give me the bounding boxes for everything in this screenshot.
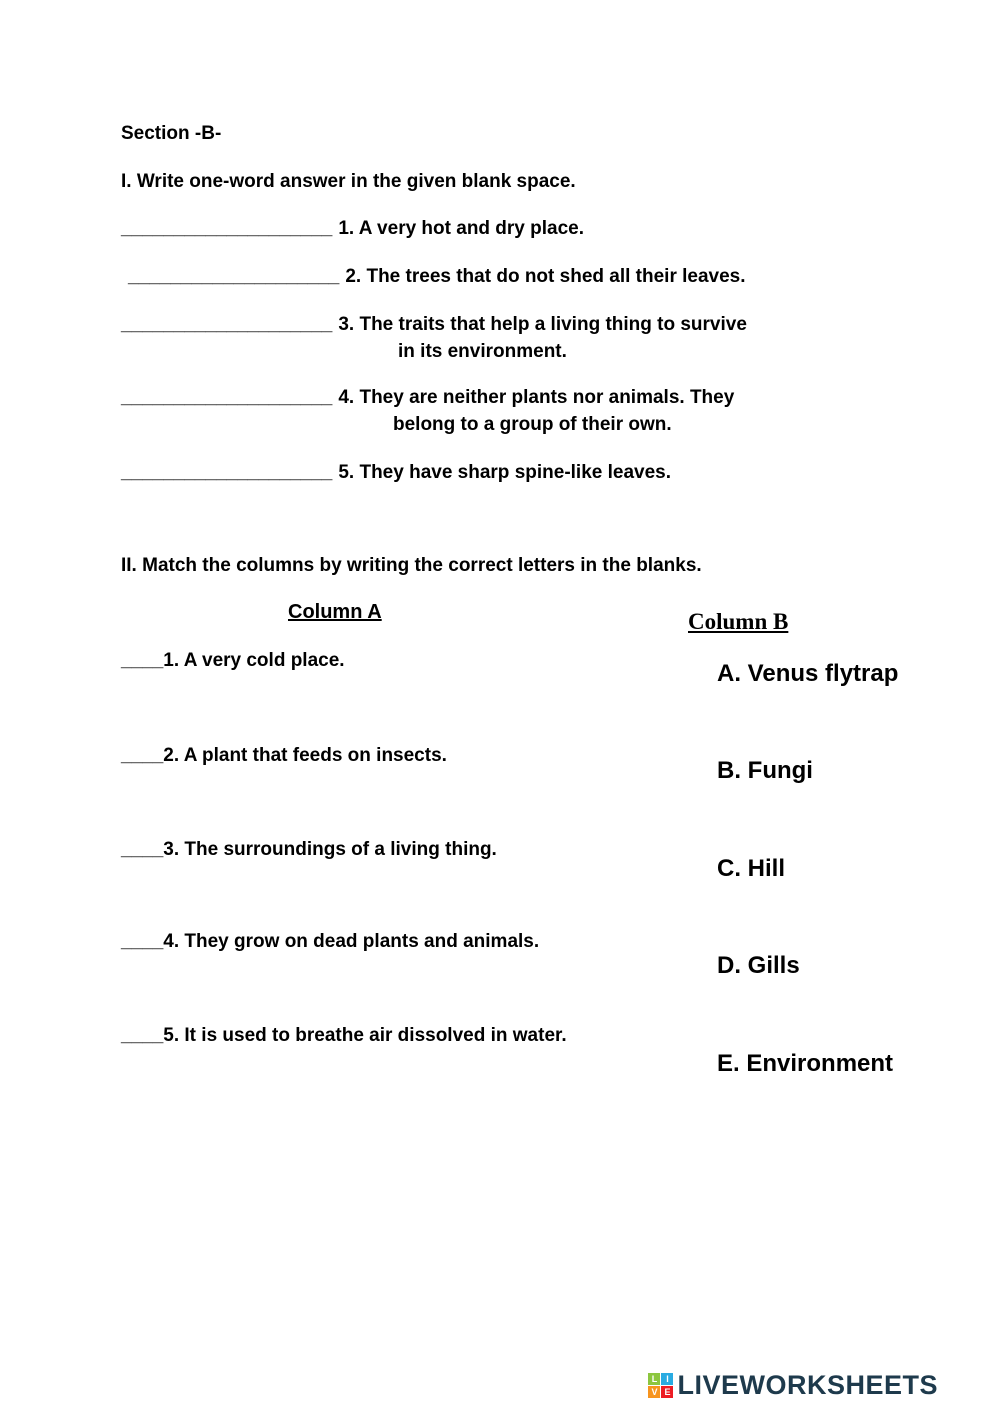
question-text-4: 4. They are neither plants nor animals. They	[338, 387, 735, 408]
fill-blank-question-5	[121, 459, 671, 486]
logo-cell-e: E	[661, 1386, 673, 1398]
match-item-5	[121, 1022, 567, 1049]
liveworksheets-logo-icon	[648, 1373, 673, 1398]
option-e: E. Environment	[717, 1050, 894, 1077]
match-text-2: 2. A plant that feeds on insects.	[163, 745, 447, 766]
match-text-3: 3. The surroundings of a living thing.	[163, 839, 497, 860]
question-text-3: 3. The traits that help a living thing to survive	[338, 314, 747, 335]
match-blank-4[interactable]: ____	[121, 931, 164, 952]
answer-blank-2[interactable]: ____________________	[128, 266, 340, 287]
option-a: A. Venus flytrap	[717, 660, 899, 687]
answer-blank-1[interactable]: ____________________	[121, 218, 333, 239]
match-text-4: 4. They grow on dead plants and animals.	[163, 931, 540, 952]
answer-blank-4[interactable]: ____________________	[121, 387, 333, 408]
logo-cell-v: V	[648, 1386, 660, 1398]
match-item-4	[121, 928, 539, 955]
liveworksheets-brand: LIVEWORKSHEETS	[677, 1370, 938, 1400]
match-blank-1[interactable]: ____	[121, 650, 164, 671]
liveworksheets-logo[interactable]	[648, 1370, 938, 1401]
fill-blank-question-4	[121, 384, 734, 411]
match-item-1	[121, 647, 345, 674]
section-title: Section -B-	[121, 123, 222, 144]
match-item-2	[121, 742, 447, 769]
match-blank-3[interactable]: ____	[121, 839, 164, 860]
fill-blank-question-1	[121, 215, 584, 242]
part1-instruction: I. Write one-word answer in the given blank space.	[121, 171, 576, 192]
match-blank-2[interactable]: ____	[121, 745, 164, 766]
question-text-1: 1. A very hot and dry place.	[338, 218, 585, 239]
question-text-2: 2. The trees that do not shed all their leaves.	[345, 266, 746, 287]
fill-blank-question-2	[128, 263, 746, 290]
answer-blank-3[interactable]: ____________________	[121, 314, 333, 335]
column-b-header: Column B	[688, 609, 789, 634]
match-text-5: 5. It is used to breathe air dissolved in water.	[163, 1025, 567, 1046]
match-blank-5[interactable]: ____	[121, 1025, 164, 1046]
match-text-1: 1. A very cold place.	[163, 650, 345, 671]
logo-cell-l: L	[648, 1373, 660, 1385]
answer-blank-5[interactable]: ____________________	[121, 462, 333, 483]
option-c: C. Hill	[717, 855, 786, 882]
match-item-3	[121, 836, 497, 863]
column-a-header: Column A	[288, 601, 382, 623]
question-text-4-continued: belong to a group of their own.	[393, 414, 672, 435]
logo-cell-i: I	[661, 1373, 673, 1385]
question-text-5: 5. They have sharp spine-like leaves.	[338, 462, 672, 483]
option-b: B. Fungi	[717, 757, 813, 784]
option-d: D. Gills	[717, 952, 800, 979]
fill-blank-question-3	[121, 311, 747, 338]
part2-instruction: II. Match the columns by writing the correct letters in the blanks.	[121, 555, 702, 576]
question-text-3-continued: in its environment.	[398, 341, 567, 362]
